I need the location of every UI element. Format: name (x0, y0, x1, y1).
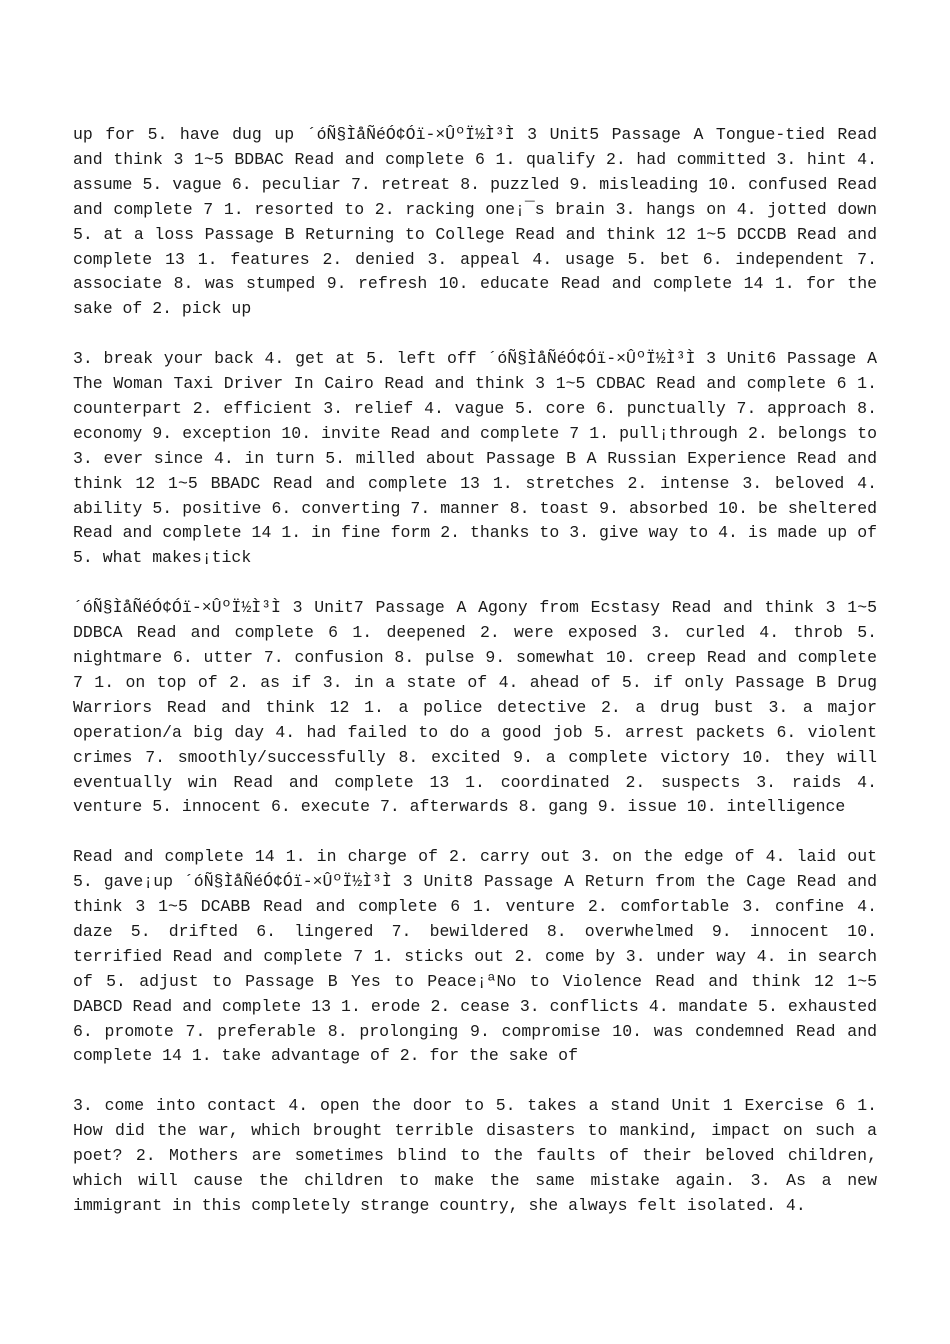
document-page (73, 123, 877, 1244)
paragraph-unit6: 3. break your back 4. get at 5. left off ´óÑ§ÌåÑéÓ¢Óï-×ÛºÏ½Ì³Ì 3 Unit6 Passage A The Woman Taxi Driver In Cairo Read and think 3 1~5 CDBAC Read and complete 6 1. counterpart 2. efficient 3. relief 4. vague 5. core 6. punctually 7. approach 8. economy 9. exception 10. invite Read and complete 7 1. pull¡through 2. belongs to 3. ever since 4. in turn 5. milled about Passage B A Russian Experience Read and think 12 1~5 BBADC Read and complete 13 1. stretches 2. intense 3. beloved 4. ability 5. positive 6. converting 7. manner 8. toast 9. absorbed 10. be sheltered Read and complete 14 1. in fine form 2. thanks to 3. give way to 4. is made up of 5. what makes¡tick (73, 349, 877, 568)
paragraph-unit5: up for 5. have dug up ´óÑ§ÌåÑéÓ¢Óï-×ÛºÏ½Ì³Ì 3 Unit5 Passage A Tongue-tied Read and think 3 1~5 BDBAC Read and complete 6 1. qualify 2. had committed 3. hint 4. assume 5. vague 6. peculiar 7. retreat 8. puzzled 9. misleading 10. confused Read and complete 7 1. resorted to 2. racking one¡¯s brain 3. hangs on 4. jotted down 5. at a loss Passage B Returning to College Read and think 12 1~5 DCCDB Read and complete 13 1. features 2. denied 3. appeal 4. usage 5. bet 6. independent 7. associate 8. was stumped 9. refresh 10. educate Read and complete 14 1. for the sake of 2. pick up (73, 125, 877, 319)
paragraph-unit1-exercise: 3. come into contact 4. open the door to 5. takes a stand Unit 1 Exercise 6 1. How did the war, which brought terrible disasters to mankind, impact on such a poet? 2. Mothers are sometimes blind to the faults of their beloved children, which will cause the children to make the same mistake again. 3. As a new immigrant in this completely strange country, she always felt isolated. 4. (73, 1096, 877, 1215)
paragraph-unit7: ´óÑ§ÌåÑéÓ¢Óï-×ÛºÏ½Ì³Ì 3 Unit7 Passage A Agony from Ecstasy Read and think 3 1~5 DDBCA Read and complete 6 1. deepened 2. were exposed 3. curled 4. throb 5. nightmare 6. utter 7. confusion 8. pulse 9. somewhat 10. creep Read and complete 7 1. on top of 2. as if 3. in a state of 4. ahead of 5. if only Passage B Drug Warriors Read and think 12 1. a police detective 2. a drug bust 3. a major operation/a big day 4. had failed to do a good job 5. arrest packets 6. violent crimes 7. smoothly/successfully 8. excited 9. a complete victory 10. they will eventually win Read and complete 13 1. coordinated 2. suspects 3. raids 4. venture 5. innocent 6. execute 7. afterwards 8. gang 9. issue 10. intelligence (73, 598, 877, 817)
paragraph-unit8: Read and complete 14 1. in charge of 2. carry out 3. on the edge of 4. laid out 5. gave¡up ´óÑ§ÌåÑéÓ¢Óï-×ÛºÏ½Ì³Ì 3 Unit8 Passage A Return from the Cage Read and think 3 1~5 DCABB Read and complete 6 1. venture 2. comfortable 3. confine 4. daze 5. drifted 6. lingered 7. bewildered 8. overwhelmed 9. innocent 10. terrified Read and complete 7 1. sticks out 2. come by 3. under way 4. in search of 5. adjust to Passage B Yes to Peace¡ªNo to Violence Read and think 12 1~5 DABCD Read and complete 13 1. erode 2. cease 3. conflicts 4. mandate 5. exhausted 6. promote 7. preferable 8. prolonging 9. compromise 10. was condemned Read and complete 14 1. take advantage of 2. for the sake of (73, 847, 877, 1066)
